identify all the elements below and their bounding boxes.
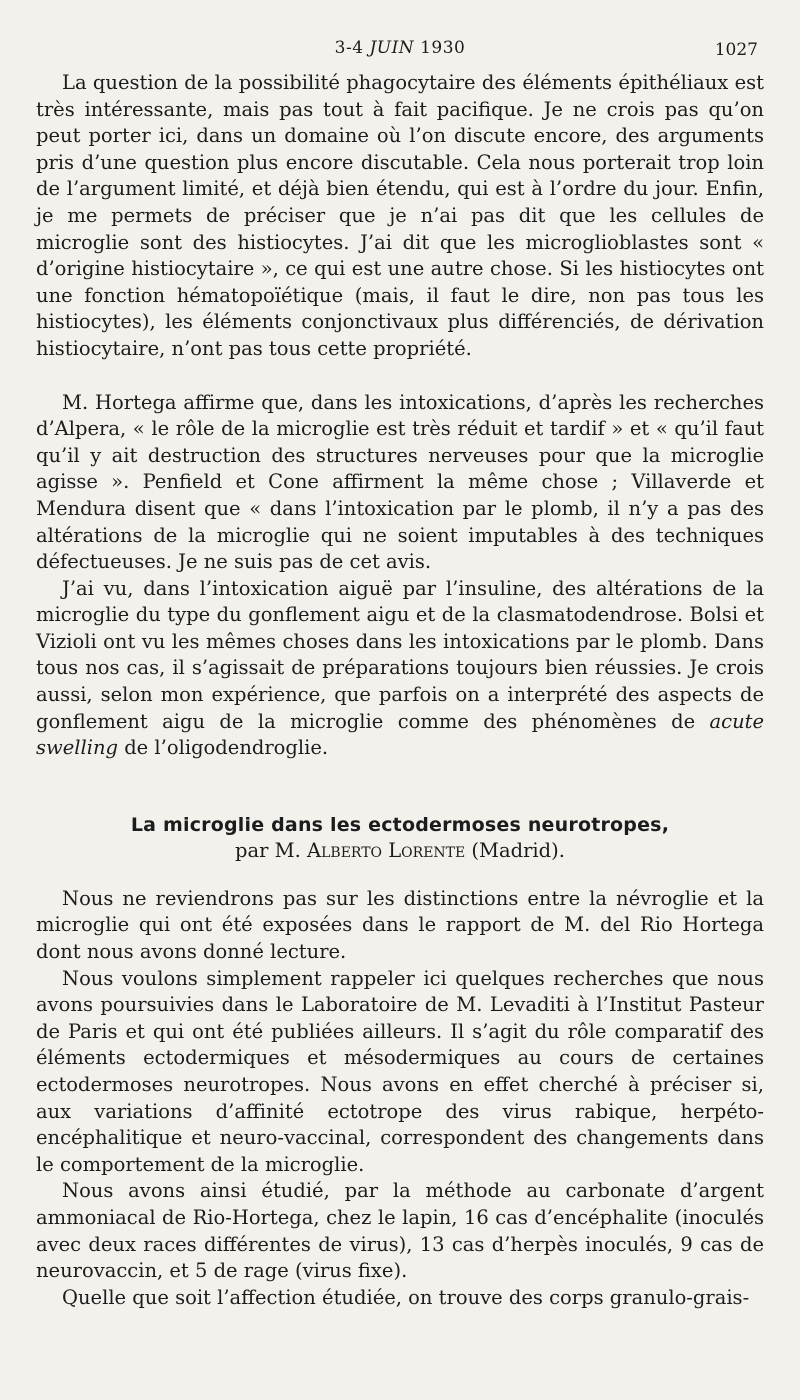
- header-date: [36, 38, 764, 58]
- page-number: 1027: [714, 40, 758, 60]
- paragraph-recherches: Nous voulons simplement rappeler ici quelques recherches que nous avons poursuivies dans le Laboratoire de M. Levaditi à l’Institut Pasteur de Paris et qui ont été publiées ailleurs. Il s’agit du rôle comparatif des éléments ectodermiques et mésodermiques au cours de certaines ectodermoses neurotropes. Nous avons en effet cherché à préciser si, aux variations d’affinité ectotrope des virus rabique, herpéto-encéphalitique et neuro-vaccinal, correspondent des changements dans le comportement de la microglie.: [36, 966, 764, 1176]
- paragraph-gap: [36, 363, 764, 390]
- date-prefix: 3-4: [334, 38, 370, 58]
- paragraph-phagocytaire: La question de la possibilité phagocytaire des éléments épithéliaux est très intéressante, mais pas tout à fait pacifique. Je ne crois pas qu’on peut porter ici, dans un domaine où l’on discute encore, des arguments pris d’une question plus encore discutable. Cela nous porterait trop loin de l’argument limité, et déjà bien étendu, qui est à l’ordre du jour. Enfin, je me permets de préciser que je n’ai pas dit que les cellules de microglie sont des histiocytes. J’ai dit que les microglioblastes sont « d’origine histiocytaire », ce qui est une autre chose. Si les histiocytes ont une fonction hématopoïétique (mais, il faut le dire, non pas tous les histiocytes), les éléments conjonctivaux plus différenciés, de dérivation histiocytaire, n’ont pas tous cette propriété.: [36, 71, 764, 360]
- paragraph-affection: Quelle que soit l’affection étudiée, on trouve des corps granulo-grais-: [62, 1285, 750, 1309]
- running-header: [36, 38, 764, 60]
- date-year: 1930: [414, 38, 466, 58]
- paragraph-insuline-text: J’ai vu, dans l’intoxication aiguë par l’insuline, des altérations de la microglie du type du gonflement aigu et de la clasmatodendrose. Bolsi et Vizioli ont vu les mêmes choses dans les intoxications par le plomb. Dans tous nos cas, il s’agissait de préparations toujours bien réussies. Je crois aussi, selon mon expérience, que parfois on a interprété des aspects de gonflement aigu de la microglie comme des phénomènes de: [36, 576, 764, 733]
- paragraph-distinctions: Nous ne reviendrons pas sur les distinctions entre la névroglie et la microglie qui ont été exposées dans le rapport de M. del Rio Hortega dont nous avons donné lecture.: [36, 886, 764, 964]
- byline-prefix: par M.: [235, 838, 308, 862]
- italic-term: acute swelling: [36, 709, 764, 760]
- section-title: La microglie dans les ectodermoses neurotropes,: [130, 813, 670, 836]
- section-byline: [36, 838, 764, 864]
- author-name: Alberto Lorente: [307, 838, 466, 862]
- paragraph-methode: Nous avons ainsi étudié, par la méthode au carbonate d’argent ammoniacal de Rio-Hortega, chez le lapin, 16 cas d’encéphalite (inoculés avec deux races différentes de virus), 13 cas d’herpès inoculés, 9 cas de neurovaccin, et 5 de rage (virus fixe).: [36, 1179, 764, 1283]
- section-heading: [36, 812, 764, 864]
- paragraph-insuline-end: de l’oligodendroglie.: [118, 736, 329, 760]
- paragraph-insuline: [36, 576, 764, 762]
- date-month: JUIN: [369, 38, 415, 58]
- byline-suffix: (Madrid).: [465, 838, 565, 862]
- paragraph-intoxications: M. Hortega affirme que, dans les intoxications, d’après les recherches d’Alpera, « le rôle de la microglie est très réduit et tardif » et « qu’il faut qu’il y ait destruction des structures nerveuses pour que la microglie agisse ». Penfield et Cone affirment la même chose ; Villaverde et Mendura disent que « dans l’intoxication par le plomb, il n’y a pas des altérations de la microglie qui ne soient imputables à des techniques défectueuses. Je ne suis pas de cet avis.: [36, 390, 764, 574]
